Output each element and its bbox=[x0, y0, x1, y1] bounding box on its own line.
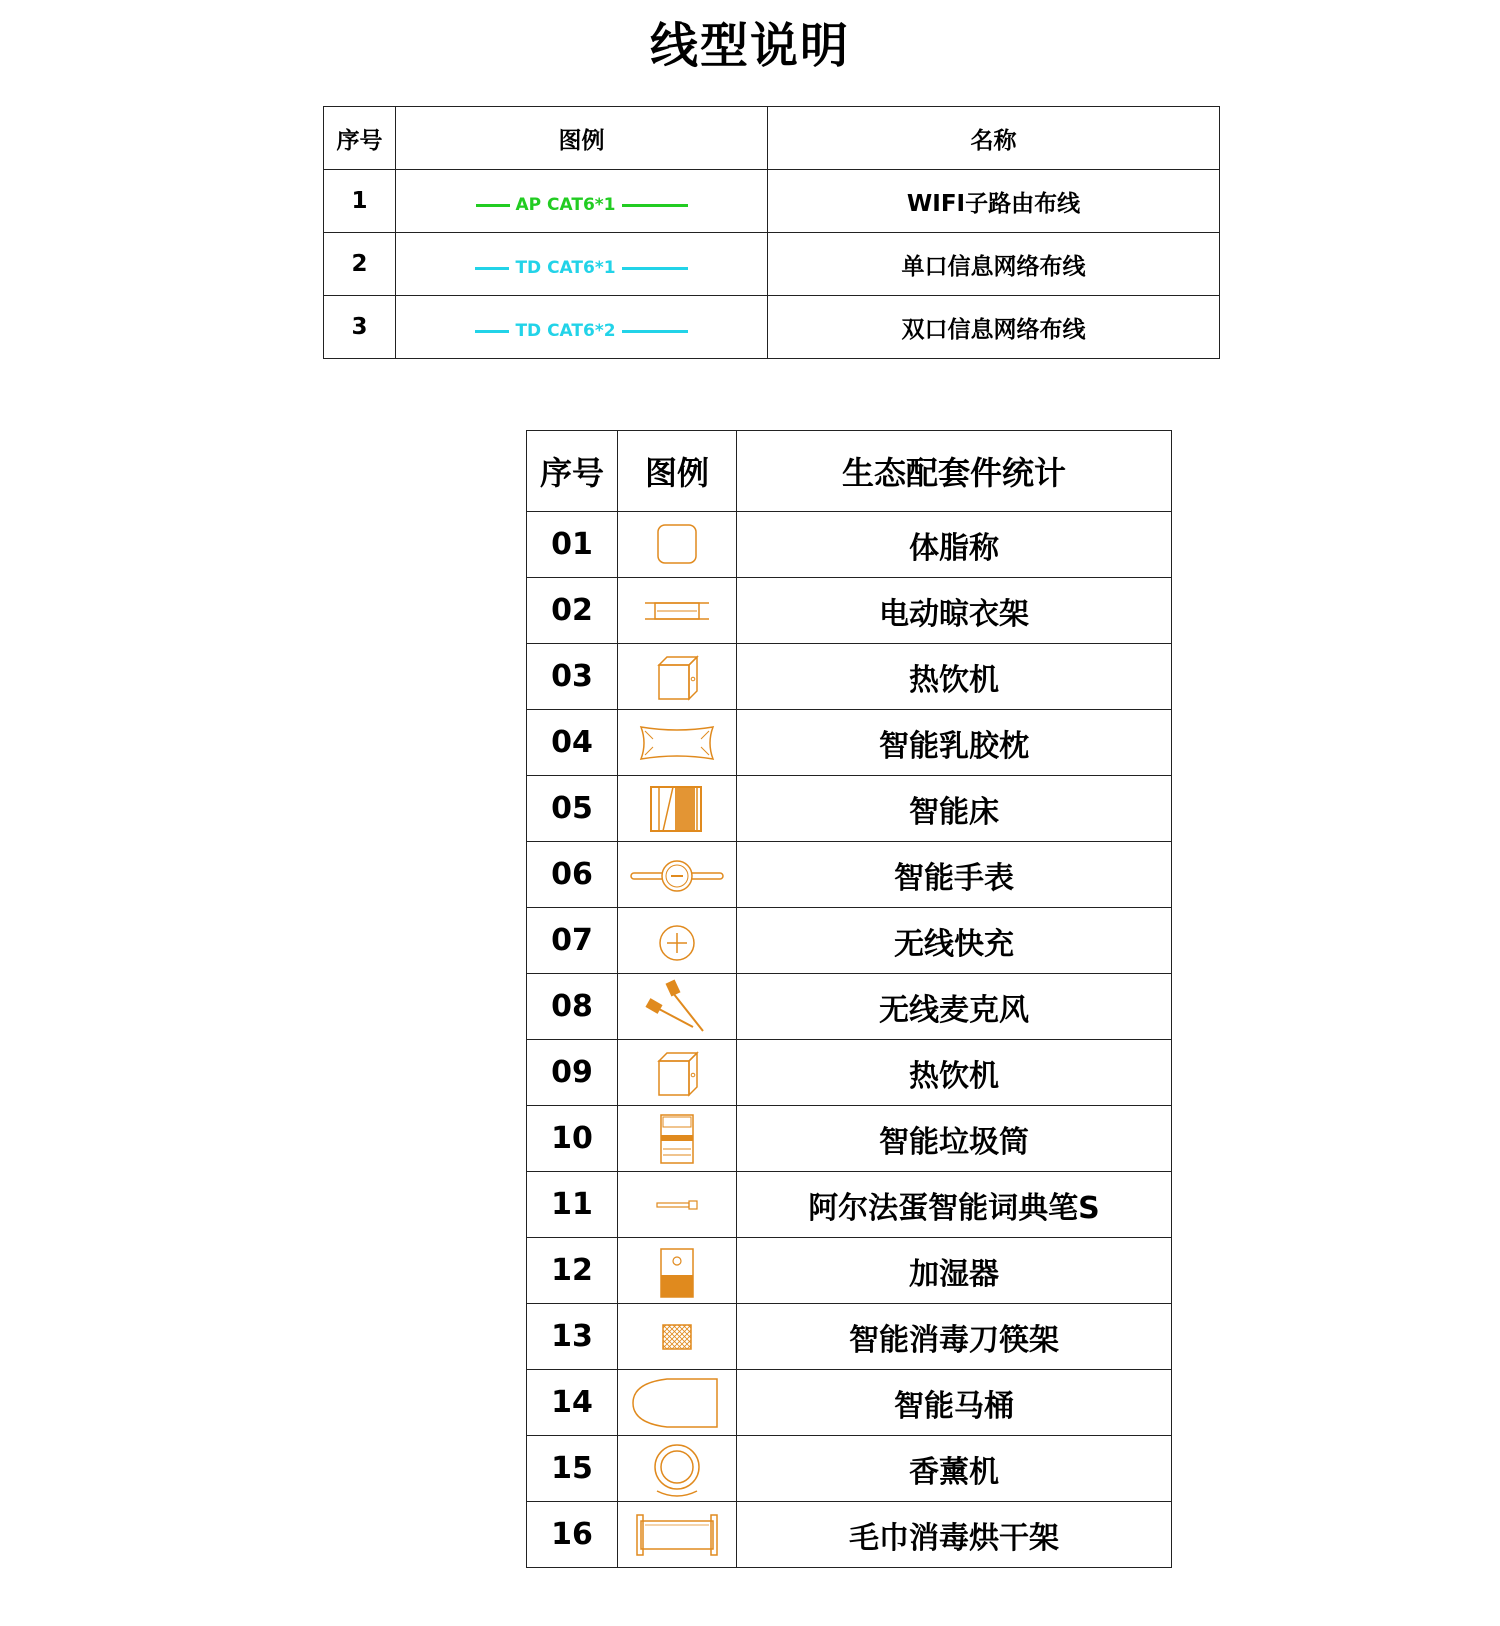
table-row bbox=[527, 710, 1172, 776]
row-legend bbox=[396, 170, 768, 233]
table-row bbox=[324, 296, 1220, 359]
line-segment-left bbox=[475, 267, 509, 270]
row-legend bbox=[618, 1436, 737, 1502]
row-name: 体脂称 bbox=[737, 512, 1172, 578]
table-row bbox=[527, 1040, 1172, 1106]
row-index: 2 bbox=[324, 233, 396, 296]
wireless-charger-icon bbox=[618, 913, 736, 969]
header-name: 名称 bbox=[768, 107, 1220, 170]
row-name: 单口信息网络布线 bbox=[768, 233, 1220, 296]
row-name: 热饮机 bbox=[737, 1040, 1172, 1106]
cable-line-legend bbox=[475, 258, 687, 278]
table-row bbox=[527, 1502, 1172, 1568]
pillow-icon bbox=[618, 715, 736, 771]
water-dispenser-icon bbox=[618, 1045, 736, 1101]
water-dispenser-icon bbox=[618, 649, 736, 705]
row-name: 双口信息网络布线 bbox=[768, 296, 1220, 359]
row-index: 07 bbox=[527, 908, 618, 974]
row-legend bbox=[618, 1106, 737, 1172]
header-index: 序号 bbox=[324, 107, 396, 170]
table-header-row bbox=[527, 431, 1172, 512]
row-name: WIFI子路由布线 bbox=[768, 170, 1220, 233]
cable-line-legend bbox=[475, 321, 687, 341]
table-row bbox=[527, 842, 1172, 908]
row-index: 12 bbox=[527, 1238, 618, 1304]
table-row bbox=[527, 644, 1172, 710]
header-legend: 图例 bbox=[396, 107, 768, 170]
row-index: 15 bbox=[527, 1436, 618, 1502]
row-index: 04 bbox=[527, 710, 618, 776]
microphone-icon bbox=[618, 979, 736, 1035]
row-index: 14 bbox=[527, 1370, 618, 1436]
row-name: 无线麦克风 bbox=[737, 974, 1172, 1040]
row-name: 加湿器 bbox=[737, 1238, 1172, 1304]
legend-label: TD CAT6*1 bbox=[515, 258, 616, 279]
table-row bbox=[527, 1106, 1172, 1172]
table-row bbox=[527, 512, 1172, 578]
table-row bbox=[527, 974, 1172, 1040]
table-row bbox=[527, 908, 1172, 974]
row-index: 13 bbox=[527, 1304, 618, 1370]
row-legend bbox=[618, 1238, 737, 1304]
table-row bbox=[527, 776, 1172, 842]
page-title: 线型说明 bbox=[649, 18, 850, 74]
table-row bbox=[324, 233, 1220, 296]
watch-icon bbox=[618, 847, 736, 903]
dictionary-pen-icon bbox=[618, 1177, 736, 1233]
table-row bbox=[527, 1238, 1172, 1304]
row-name: 智能垃圾筒 bbox=[737, 1106, 1172, 1172]
row-name: 无线快充 bbox=[737, 908, 1172, 974]
row-index: 02 bbox=[527, 578, 618, 644]
row-legend bbox=[618, 1370, 737, 1436]
knife-rack-icon bbox=[618, 1309, 736, 1365]
row-index: 10 bbox=[527, 1106, 618, 1172]
line-type-table bbox=[323, 106, 1220, 359]
toilet-icon bbox=[618, 1375, 736, 1431]
row-index: 09 bbox=[527, 1040, 618, 1106]
row-legend bbox=[618, 1502, 737, 1568]
row-name: 香薰机 bbox=[737, 1436, 1172, 1502]
table-row bbox=[527, 1370, 1172, 1436]
row-legend bbox=[396, 296, 768, 359]
row-name: 毛巾消毒烘干架 bbox=[737, 1502, 1172, 1568]
row-name: 智能马桶 bbox=[737, 1370, 1172, 1436]
aroma-machine-icon bbox=[618, 1441, 736, 1497]
drying-rack-icon bbox=[618, 583, 736, 639]
header-legend: 图例 bbox=[618, 431, 737, 512]
legend-label: AP CAT6*1 bbox=[515, 195, 616, 216]
eco-accessory-table bbox=[526, 430, 1172, 1568]
row-name: 阿尔法蛋智能词典笔S bbox=[737, 1172, 1172, 1238]
table-row bbox=[527, 1304, 1172, 1370]
line-segment-left bbox=[476, 204, 510, 207]
row-legend bbox=[618, 776, 737, 842]
row-index: 3 bbox=[324, 296, 396, 359]
row-legend bbox=[618, 1040, 737, 1106]
row-legend bbox=[618, 512, 737, 578]
table-header-row bbox=[324, 107, 1220, 170]
trash-bin-icon bbox=[618, 1111, 736, 1167]
cable-line-legend bbox=[476, 195, 688, 215]
row-legend bbox=[618, 1172, 737, 1238]
row-name: 智能床 bbox=[737, 776, 1172, 842]
table-row bbox=[527, 1436, 1172, 1502]
line-segment-right bbox=[622, 330, 688, 333]
row-index: 05 bbox=[527, 776, 618, 842]
row-index: 06 bbox=[527, 842, 618, 908]
row-index: 08 bbox=[527, 974, 618, 1040]
bed-icon bbox=[618, 781, 736, 837]
row-legend bbox=[396, 233, 768, 296]
row-legend bbox=[618, 578, 737, 644]
row-name: 智能手表 bbox=[737, 842, 1172, 908]
row-index: 03 bbox=[527, 644, 618, 710]
header-name: 生态配套件统计 bbox=[737, 431, 1172, 512]
row-name: 智能消毒刀筷架 bbox=[737, 1304, 1172, 1370]
row-legend bbox=[618, 1304, 737, 1370]
row-legend bbox=[618, 644, 737, 710]
row-legend bbox=[618, 842, 737, 908]
row-name: 热饮机 bbox=[737, 644, 1172, 710]
row-index: 11 bbox=[527, 1172, 618, 1238]
table-row bbox=[527, 1172, 1172, 1238]
scale-icon bbox=[618, 517, 736, 573]
row-index: 1 bbox=[324, 170, 396, 233]
row-index: 01 bbox=[527, 512, 618, 578]
row-legend bbox=[618, 710, 737, 776]
humidifier-icon bbox=[618, 1243, 736, 1299]
towel-rack-icon bbox=[618, 1507, 736, 1563]
table-row bbox=[324, 170, 1220, 233]
legend-label: TD CAT6*2 bbox=[515, 321, 616, 342]
row-legend bbox=[618, 974, 737, 1040]
line-segment-right bbox=[622, 267, 688, 270]
row-index: 16 bbox=[527, 1502, 618, 1568]
row-name: 电动晾衣架 bbox=[737, 578, 1172, 644]
row-name: 智能乳胶枕 bbox=[737, 710, 1172, 776]
header-index: 序号 bbox=[527, 431, 618, 512]
row-legend bbox=[618, 908, 737, 974]
line-segment-right bbox=[622, 204, 688, 207]
table-row bbox=[527, 578, 1172, 644]
line-segment-left bbox=[475, 330, 509, 333]
